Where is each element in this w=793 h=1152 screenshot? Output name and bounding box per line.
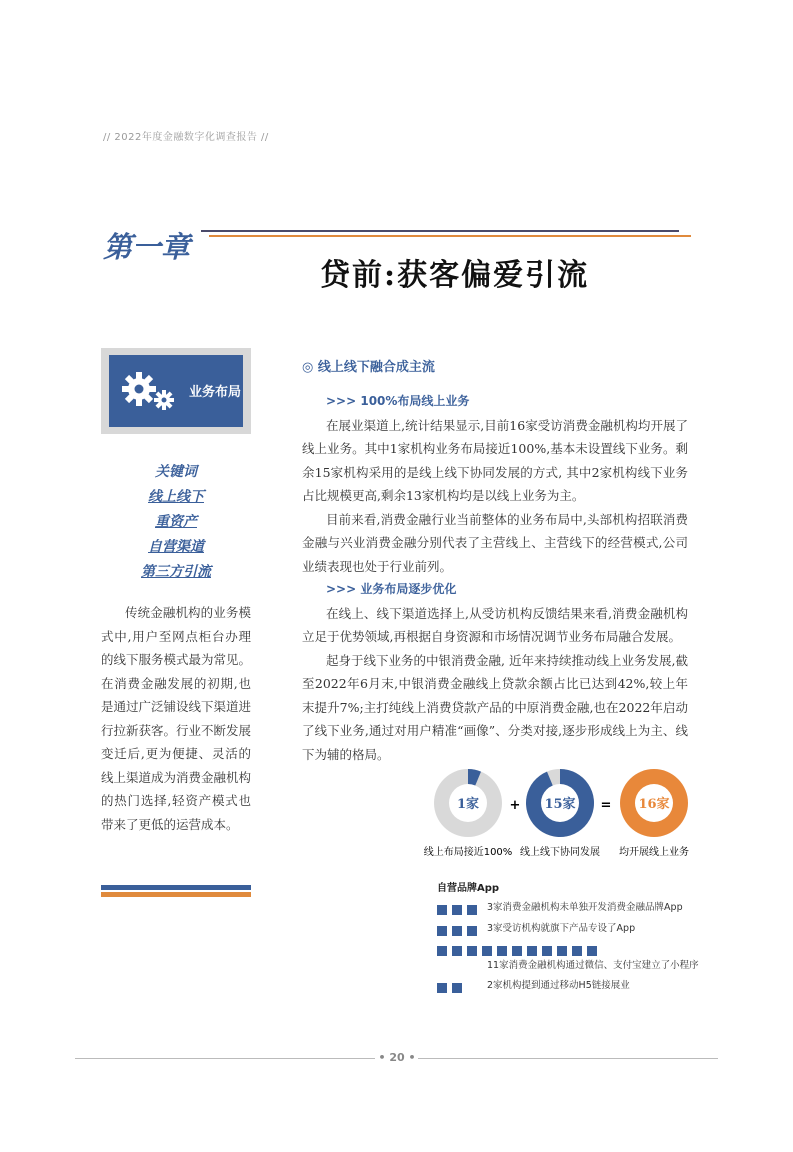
pie-caption: 线上布局接近100% [423, 847, 513, 858]
pie-center-label: 15家 [544, 797, 576, 812]
brand-apps-title: 自营品牌App [437, 883, 500, 894]
main-column [302, 390, 688, 766]
count-square [497, 946, 507, 956]
brand-row-text: 3家受访机构就旗下产品专设了App [487, 923, 636, 934]
keywords-list [101, 460, 251, 585]
keyword-item: 重资产 [155, 514, 197, 530]
sidebar-rule-blue [101, 885, 251, 890]
count-square [437, 926, 447, 936]
count-square [452, 983, 462, 993]
brand-count-squares [437, 921, 482, 940]
page-number: • 20 • [376, 1051, 418, 1064]
brand-row-text: 2家机构提到通过移动H5链接展业 [487, 980, 630, 991]
brand-count-squares [437, 978, 467, 997]
pie-center-label: 1家 [456, 797, 480, 812]
count-square [572, 946, 582, 956]
count-square [452, 905, 462, 915]
subheading: >>> 100%布局线上业务 [326, 394, 470, 408]
count-square [437, 983, 447, 993]
keywords-title: 关键词 [155, 464, 197, 480]
count-square [482, 946, 492, 956]
sidebar-paragraph: 传统金融机构的业务模式中,用户至网点柜台办理的线下服务模式最为常见。在消费金融发展的初期,也是通过广泛铺设线下渠道进行拉新获客。行业不断发展变迁后,更为便捷、灵活的线上渠道成为消费金融机构的热门选择,轻资产模式也带来了更低的运营成本。 [101, 605, 252, 832]
chapter-label: 第一章 [103, 230, 191, 264]
count-square [452, 946, 462, 956]
count-square [587, 946, 597, 956]
keyword-item: 线上线下 [148, 489, 204, 505]
count-square [542, 946, 552, 956]
sidebar-rule-orange [101, 892, 251, 897]
brand-count-squares [437, 900, 482, 919]
topic-box-inner [109, 355, 243, 427]
count-square [527, 946, 537, 956]
count-square [467, 926, 477, 936]
plus-sign: + [509, 798, 521, 813]
chapter-rule-blue [201, 230, 679, 232]
footer-rule-right [418, 1058, 718, 1059]
pie-center-label: 16家 [638, 797, 670, 812]
subheading: >>> 业务布局逐步优化 [326, 582, 457, 596]
topic-box [101, 348, 251, 434]
count-square [512, 946, 522, 956]
topic-box-label: 业务布局 [189, 385, 242, 400]
count-square [437, 946, 447, 956]
count-square [467, 905, 477, 915]
body-paragraph: 起身于线下业务的中银消费金融, 近年来持续推动线上业务发展,截至2022年6月末,中银消费金融线上贷款余额占比已达到42%,较上年末提升7%;主打纯线上消费贷款产品的中原消费金融,也在2022年启动了线下业务,通过对用户精准“画像”、分类对接,逐步形成线上为主、线下为辅的格局。 [302, 652, 688, 762]
section-title: ◎ 线上线下融合成主流 [302, 360, 435, 375]
report-header: // 2022年度金融数字化调查报告 // [103, 132, 269, 143]
body-paragraph: 在线上、线下渠道选择上,从受访机构反馈结果来看,消费金融机构立足于优势领域,再根据自身资源和市场情况调节业务布局融合发展。 [302, 605, 688, 644]
footer-rule-left [75, 1058, 375, 1059]
body-paragraph: 在展业渠道上,统计结果显示,目前16家受访消费金融机构均开展了线上业务。其中1家机构业务布局接近100%,基本未设置线下业务。剩余15家机构采用的是线上线下协同发展的方式, 其中2家机构线下业务占比规模更高,剩余13家机构均是以线上业务为主。 [302, 417, 688, 503]
keyword-item: 第三方引流 [141, 564, 211, 580]
pie-chart-1 [434, 769, 502, 837]
equals-sign: = [600, 798, 612, 813]
keyword-item: 自营渠道 [148, 539, 204, 555]
pie-infographic [420, 765, 710, 865]
count-square [437, 905, 447, 915]
body-paragraph: 目前来看,消费金融行业当前整体的业务布局中,头部机构招联消费金融与兴业消费金融分别代表了主营线上、主营线下的经营模式,公司业绩表现也处于行业前列。 [302, 511, 688, 574]
pie-caption: 线上线下协同发展 [520, 847, 600, 858]
chapter-rule-orange [209, 235, 691, 237]
brand-row-text: 3家消费金融机构未单独开发消费金融品牌App [487, 902, 683, 913]
chapter-title: 贷前:获客偏爱引流 [320, 258, 590, 293]
count-square [452, 926, 462, 936]
gears-icon [119, 369, 181, 415]
pie-chart-3 [620, 769, 688, 837]
pie-caption: 均开展线上业务 [619, 847, 689, 858]
brand-row-text: 11家消费金融机构通过微信、支付宝建立了小程序 [487, 960, 699, 971]
pie-chart-2 [526, 769, 594, 837]
count-square [557, 946, 567, 956]
count-square [467, 946, 477, 956]
